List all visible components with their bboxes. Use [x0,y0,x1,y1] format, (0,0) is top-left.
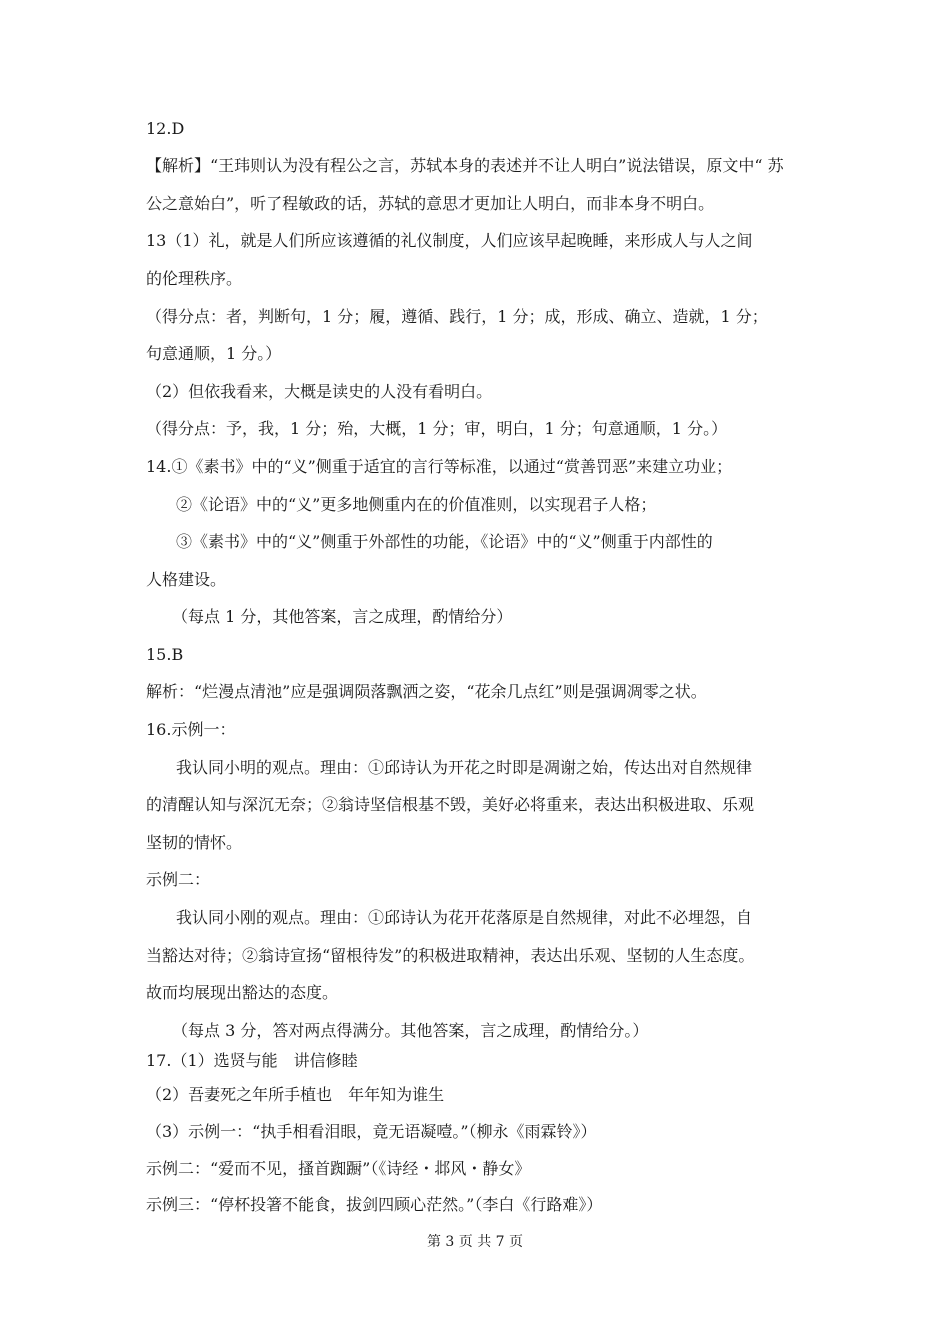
answer-16-example-1-heading: 16.示例一： [146,720,236,739]
answer-13-2: （2）但依我看来，大概是读史的人没有看明白。 [146,382,493,401]
answer-17-3-example-2: 示例二：“爱而不见，搔首踟蹰”（《诗经・邶风・静女》 [146,1159,531,1178]
answer-14-point-1: 14.①《素书》中的“义”侧重于适宜的言行等标准，以通过“赏善罚恶”来建立功业； [146,457,733,476]
example-1-line-3: 坚韧的情怀。 [146,833,243,852]
answer-14-point-2: ②《论语》中的“义”更多地侧重内在的价值准则，以实现君子人格； [176,495,657,514]
scoring-16: （每点 3 分，答对两点得满分。其他答案，言之成理，酌情给分。） [172,1021,649,1040]
scoring-13-2: （得分点：予，我，1 分；殆，大概，1 分；审，明白，1 分；句意通顺，1 分。） [146,419,728,438]
example-1-line-2: 的清醒认知与深沉无奈；②翁诗坚信根基不毁，美好必将重来，表达出积极进取、乐观 [146,795,755,814]
answer-14-point-3-line-1: ③《素书》中的“义”侧重于外部性的功能，《论语》中的“义”侧重于内部性的 [176,532,713,551]
answer-15: 15.B [146,645,184,664]
analysis-12-line-1: 【解析】“王玮则认为没有程公之言，苏轼本身的表述并不让人明白”说法错误，原文中“ 苏 [146,156,784,175]
answer-13-1-line-2: 的伦理秩序。 [146,269,243,288]
analysis-15: 解析：“烂漫点清池”应是强调陨落飘洒之姿，“花余几点红”则是强调凋零之状。 [146,682,707,701]
analysis-12-line-2: 公之意始白”，听了程敏政的话，苏轼的意思才更加让人明白，而非本身不明白。 [146,194,715,213]
answer-14-point-3-line-2: 人格建设。 [146,570,227,589]
example-2-line-3: 故而均展现出豁达的态度。 [146,983,339,1002]
scoring-13-1-line-2: 句意通顺，1 分。） [146,344,282,363]
example-2-line-1: 我认同小刚的观点。理由：①邱诗认为花开花落原是自然规律，对此不必埋怨，自 [176,908,753,927]
example-1-line-1: 我认同小明的观点。理由：①邱诗认为开花之时即是凋谢之始，传达出对自然规律 [176,758,753,777]
answer-17-2: （2）吾妻死之年所手植也 年年知为谁生 [146,1085,445,1104]
answer-17-1: 17.（1）选贤与能 讲信修睦 [146,1051,358,1070]
answer-17-3-example-3: 示例三：“停杯投箸不能食，拔剑四顾心茫然。”（李白《行路难》） [146,1195,603,1214]
answer-17-3-example-1: （3）示例一：“执手相看泪眼，竟无语凝噎。”（柳永《雨霖铃》） [146,1122,597,1141]
example-2-heading: 示例二： [146,870,211,889]
page-number: 第 3 页 共 7 页 [426,1234,524,1250]
scoring-13-1-line-1: （得分点：者，判断句，1 分；履，遵循、践行，1 分；成，形成、确立、造就，1 分； [146,307,768,326]
example-2-line-2: 当豁达对待；②翁诗宣扬“留根待发”的积极进取精神，表达出乐观、坚韧的人生态度。 [146,946,755,965]
answer-13-1-line-1: 13（1）礼，就是人们所应该遵循的礼仪制度，人们应该早起晚睡，来形成人与人之间 [146,231,753,250]
scoring-14: （每点 1 分，其他答案，言之成理，酌情给分） [172,607,513,626]
answer-12: 12.D [146,119,185,138]
